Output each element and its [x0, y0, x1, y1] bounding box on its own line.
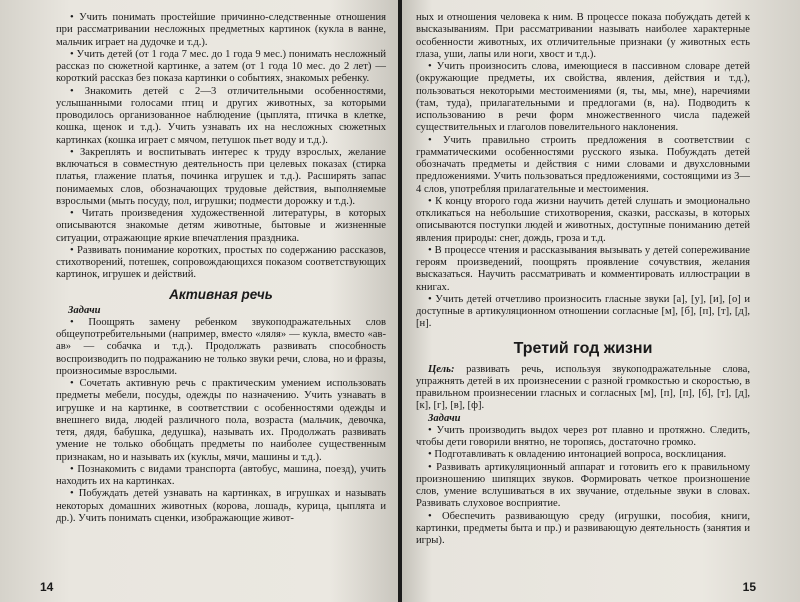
- paragraph: • Поощрять замену ребенком звукоподражательных слов общеупотребительными (например, вместо «ляля» — кукла, вместо «ав-ав» — собачка и т.д.). Продолжать развивать способность воспроизводить по подражанию не только звуки речи, слова, но и фразы, произносимые взрослыми.: [56, 316, 386, 377]
- paragraph: • Развивать артикуляционный аппарат и готовить его к правильному произношению шипящих звуков. Формировать четкое произношение слов, умение вслушиваться в их звучание, отдельные звуки в словах. Развивать слуховое восприятие.: [416, 461, 750, 510]
- tasks-label: Задачи: [428, 412, 461, 424]
- goal-label: Цель:: [428, 363, 455, 375]
- tasks-label: Задачи: [68, 304, 101, 316]
- paragraph: • Учить детей отчетливо произносить гласные звуки [а], [у], [и], [о] и доступные в артикуляционном отношении согласные [м], [б], [п], [т], [д], [н].: [416, 293, 750, 330]
- paragraph: • Обеспечить развивающую среду (игрушки, пособия, книги, картинки, предметы быта и пр.) и развивающую деятельность (занятия и игры).: [416, 510, 750, 546]
- paragraph: • Учить детей (от 1 года 7 мес. до 1 года 9 мес.) понимать несложный рассказ по сюжетной картинке, а затем (от 1 года 10 мес. до 2 лет) — короткий рассказ без показа картинки о событиях, знакомых ребенку.: [56, 48, 386, 85]
- paragraph: • Познакомить с видами транспорта (автобус, машина, поезд), учить находить их на картинках.: [56, 463, 386, 487]
- goal-paragraph: [416, 364, 750, 413]
- paragraph: ных и отношения человека к ним. В процессе показа побуждать детей к высказываниям. При рассматривании называть наиболее характерные особенности животных, их отличительные признаки (у животных есть глаза, уши, лапы или ноги, хвост и т.д.).: [416, 12, 750, 60]
- paragraph: • Учить понимать простейшие причинно-следственные отношения при рассматривании несложных предметных картинок (кукла в ванне, мальчик играет на дудочке и т.д.).: [56, 12, 386, 48]
- section-title: Активная речь: [169, 286, 273, 302]
- page-number: 14: [40, 580, 54, 594]
- paragraph: • Закреплять и воспитывать интерес к труду взрослых, желание включаться в совместную деятельность при целевых показах (стирка платья, глажение платья, починка игрушек и т.д.). Расширять запас понимаемых слов, обозначающих трудовые действия, выполняемые взрослыми (мыть посуду, пол, игрушки; подмести дорожку и т.д.).: [56, 146, 386, 207]
- paragraph: • Учить производить выдох через рот плавно и протяжно. Следить, чтобы дети говорили внятно, не торопясь, достаточно громко.: [416, 424, 750, 448]
- paragraph: • К концу второго года жизни научить детей слушать и эмоционально откликаться на небольшие стихотворения, сказки, рассказы, в которых описываются поступки людей и животных, доступные пониманию детей явления природы: снег, дождь, гроза и т.д.: [416, 195, 750, 244]
- paragraph: • Знакомить детей с 2—3 отличительными особенностями, услышанными голосами птиц и других животных, за которыми проводилось организованное наблюдение (цыплята, птичка в клетке, кошка, щенок и т.д.). Учить узнавать их на несложных сюжетных картинках (кошка играет с мячом, петушок пьет воду и т.д.).: [56, 85, 386, 146]
- paragraph: • Учить произносить слова, имеющиеся в пассивном словаре детей (окружающие предметы, их свойства, явления, действия и т.д.), пользоваться некоторыми местоимениями (я, ты, мы, мне), наречиями (там, туда), прилагательными и предлогами (в, на). Подводить к использованию в речи форм множественного числа падежей существительных и глаголов повелительного наклонения.: [416, 61, 750, 134]
- paragraph: • Развивать понимание коротких, простых по содержанию рассказов, стихотворений, потешек, сопровождающихся показом соответствующих картинок, игрушек и действий.: [56, 244, 386, 281]
- paragraph: • В процессе чтения и рассказывания вызывать у детей сопереживание героям произведений, поощрять проявление сочувствия, желания высказаться. Научить рассматривать и комментировать иллюстрации в книгах.: [416, 244, 750, 293]
- paragraph: • Подготавливать к овладению интонацией вопроса, восклицания.: [428, 449, 727, 461]
- year-title: Третий год жизни: [513, 339, 653, 357]
- page-number: 15: [742, 580, 756, 594]
- left-page: [0, 0, 398, 602]
- paragraph: • Побуждать детей узнавать на картинках, в игрушках и называть некоторых домашних животных (корова, лошадь, курица, цыплята и др.). Учить понимать сценки, изображающие живот-: [56, 488, 386, 524]
- paragraph: • Сочетать активную речь с практическим умением использовать предметы мебели, посуды, одежды по назначению. Учить узнавать в игрушке и на картинке, в соответствии с особенностями одежды и внешнего вида, людей различного пола, возраста (мальчик, девочка, тетя, дядя, бабушка, дедушка), называть их. Продолжать развивать умение не только обобщать предметы по наиболее существенным признакам, но и называть их (куклы, мячи, машины и т.д.).: [56, 378, 386, 463]
- goal-text: развивать речь, используя звукоподражательные слова, упражнять детей в их произнесении с разной громкостью и скоростью, в правильном произнесении гласных и согласных [м], [п], [п], [б], [т], [д], [к], [г], [в], [ф].: [416, 363, 750, 412]
- paragraph: • Учить правильно строить предложения в соответствии с грамматическими особенностями русского языка. Побуждать детей обозначать предметы и действия с ними словами и двухсловными предложениями. Учить пользоваться предложениями, состоящими из 3—4 слов, употребляя прилагательные и местоимения.: [416, 134, 750, 195]
- paragraph: • Читать произведения художественной литературы, в которых описываются знакомые детям животные, бытовые и жизненные ситуации, отражающие яркие впечатления праздника.: [56, 208, 386, 244]
- right-page: [402, 0, 800, 602]
